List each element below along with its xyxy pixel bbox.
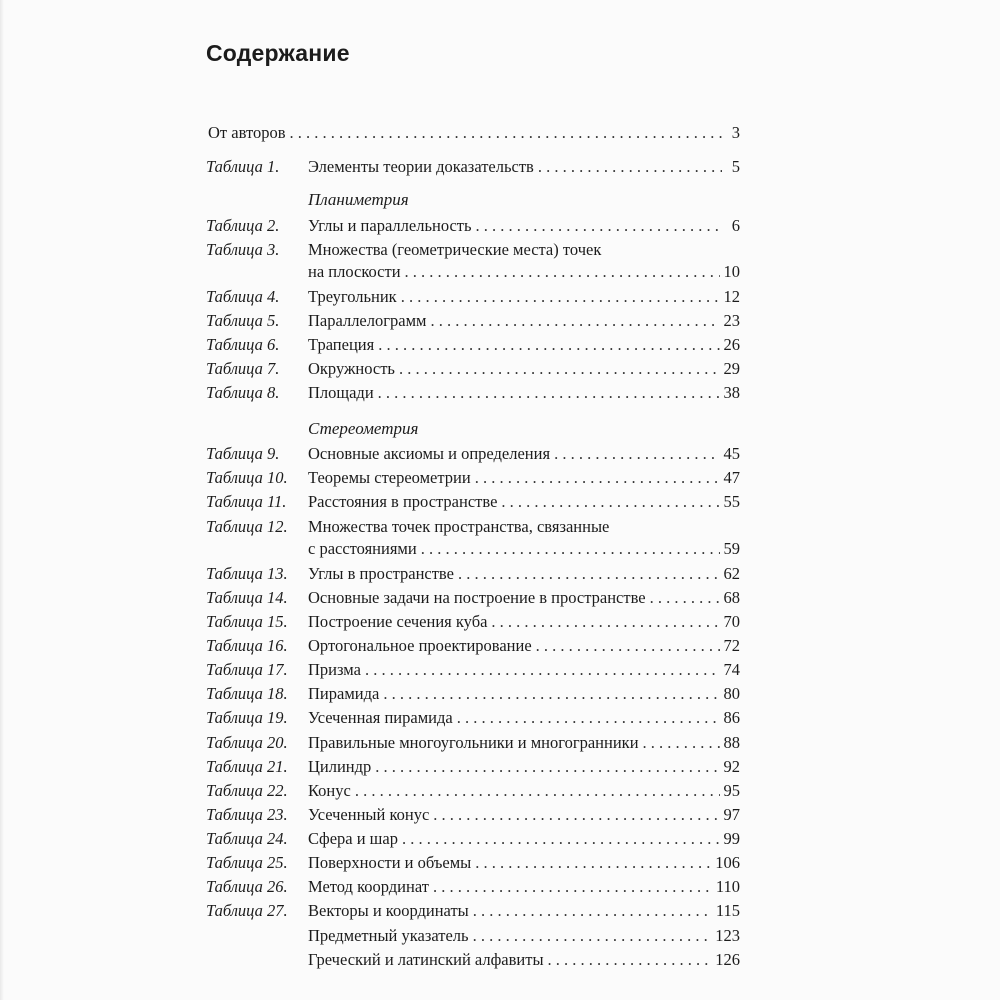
dot-leader [643, 733, 720, 753]
toc-entry-line-1 [308, 517, 740, 537]
toc-entry-table-10[interactable] [200, 468, 740, 490]
toc-entry-line [308, 733, 740, 753]
toc-table-label: Таблица 14. [206, 588, 288, 607]
dot-leader [538, 157, 722, 177]
dot-leader [458, 564, 720, 584]
toc-entry-table-25[interactable] [200, 853, 740, 875]
toc-entry-table-26[interactable] [200, 877, 740, 899]
dot-leader [430, 311, 719, 331]
toc-entry-line [308, 829, 740, 849]
toc-entry-table-1[interactable] [200, 157, 740, 179]
toc-entry-table-23[interactable] [200, 805, 740, 827]
toc-entry-title: Призма [308, 660, 361, 679]
toc-table-label: Таблица 22. [206, 781, 288, 800]
toc-entry-line [308, 901, 740, 921]
page-edge-shadow [0, 0, 4, 1000]
toc-page-number: 126 [715, 950, 740, 969]
toc-page-number: 74 [723, 660, 740, 679]
toc-page-number: 106 [715, 853, 740, 872]
toc-entry-line [308, 287, 740, 307]
toc-page-number: 80 [723, 684, 740, 703]
toc-entry-table-24[interactable] [200, 829, 740, 851]
toc-entry-title: Теоремы стереометрии [308, 468, 471, 487]
toc-entry-line [308, 926, 740, 946]
toc-page-number: 95 [723, 781, 740, 800]
toc-page-number: 5 [731, 157, 740, 176]
toc-page-number: 86 [723, 708, 740, 727]
toc-entry-line [308, 781, 740, 801]
dot-leader [433, 877, 712, 897]
toc-entry-title: Трапеция [308, 335, 375, 354]
toc-entry-table-6[interactable] [200, 335, 740, 357]
dot-leader [650, 588, 720, 608]
dot-leader [491, 612, 719, 632]
toc-entry-table-20[interactable] [200, 733, 740, 755]
toc-page-number: 70 [723, 612, 740, 631]
toc-page-number: 62 [723, 564, 740, 583]
toc-table-label: Таблица 10. [206, 468, 288, 487]
section-heading-stereometry: Стереометрия [308, 419, 419, 438]
toc-entry-line [308, 157, 740, 177]
section-heading-planimetry: Планиметрия [308, 190, 409, 209]
toc-table-label: Таблица 17. [206, 660, 288, 679]
toc-table-label: Таблица 24. [206, 829, 288, 848]
toc-entry-title-line-1: Множества (геометрические места) точек [308, 240, 602, 259]
dot-leader [457, 708, 720, 728]
toc-table-label: Таблица 21. [206, 757, 288, 776]
dot-leader [365, 660, 720, 680]
toc-page-number: 115 [715, 901, 740, 920]
dot-leader [536, 636, 720, 656]
toc-entry-title: на плоскости [308, 262, 401, 281]
dot-leader [476, 216, 722, 236]
toc-page-number: 123 [715, 926, 740, 945]
dot-leader [475, 853, 711, 873]
toc-entry-title-line-1: Множества точек пространства, связанные [308, 517, 610, 536]
toc-table-label: Таблица 15. [206, 612, 288, 631]
toc-entry-from-authors[interactable] [200, 123, 740, 145]
toc-entry-line [208, 123, 740, 143]
toc-table-label: Таблица 11. [206, 492, 287, 511]
toc-entry-line [308, 216, 740, 236]
toc-page-number: 29 [723, 359, 740, 378]
toc-table-label: Таблица 4. [206, 287, 280, 306]
toc-page-number: 23 [723, 311, 740, 330]
toc-page-number: 110 [715, 877, 740, 896]
toc-entry-line [308, 359, 740, 379]
toc-entry-title: Поверхности и объемы [308, 853, 472, 872]
dot-leader [421, 539, 720, 559]
toc-entry-title: Основные задачи на построение в пространстве [308, 588, 646, 607]
toc-entry-title: Расстояния в пространстве [308, 492, 498, 511]
toc-table-label: Таблица 3. [206, 240, 280, 259]
toc-entry-table-11[interactable] [200, 492, 740, 514]
toc-entry-title: Предметный указатель [308, 926, 469, 945]
toc-page-number: 88 [723, 733, 740, 752]
toc-page-number: 12 [723, 287, 740, 306]
toc-entry-line [308, 612, 740, 632]
toc-entry-table-4[interactable] [200, 287, 740, 309]
toc-table-label: Таблица 12. [206, 517, 288, 536]
toc-entry-title: с расстояниями [308, 539, 417, 558]
toc-entry-title: Правильные многоугольники и многогранники [308, 733, 639, 752]
toc-entry-table-15[interactable] [200, 612, 740, 634]
toc-entry-alphabets[interactable] [200, 950, 740, 972]
toc-entry-line [308, 311, 740, 331]
toc-entry-title: Площади [308, 383, 374, 402]
toc-entry-table-2[interactable] [200, 216, 740, 238]
toc-entry-line [308, 262, 740, 282]
toc-entry-table-5[interactable] [200, 311, 740, 333]
toc-page-number: 38 [723, 383, 740, 402]
toc-entry-table-18[interactable] [200, 684, 740, 706]
toc-entry-table-12-cont[interactable] [200, 539, 740, 561]
toc-page-number: 59 [723, 539, 740, 558]
dot-leader [405, 262, 720, 282]
dot-leader [375, 757, 719, 777]
toc-entry-title: Цилиндр [308, 757, 372, 776]
toc-entry-line [308, 877, 740, 897]
toc-table-label: Таблица 16. [206, 636, 288, 655]
toc-entry-table-21[interactable] [200, 757, 740, 779]
toc-table-label: Таблица 25. [206, 853, 288, 872]
dot-leader [290, 123, 723, 143]
toc-page-number: 55 [723, 492, 740, 511]
toc-entry-title: От авторов [208, 123, 286, 142]
toc-entry-line [308, 660, 740, 680]
toc-entry-line [308, 383, 740, 403]
toc-table-label: Таблица 18. [206, 684, 288, 703]
toc-entry-table-9[interactable] [200, 444, 740, 466]
toc-entry-line [308, 757, 740, 777]
dot-leader [473, 926, 712, 946]
toc-entry-title: Треугольник [308, 287, 397, 306]
toc-entry-table-12[interactable] [200, 517, 740, 539]
toc-entry-line [308, 564, 740, 584]
toc-entry-line [308, 853, 740, 873]
toc-entry-line [308, 335, 740, 355]
dot-leader [378, 335, 719, 355]
toc-entry-title: Векторы и координаты [308, 901, 469, 920]
toc-entry-table-13[interactable] [200, 564, 740, 586]
toc-entry-title: Элементы теории доказательств [308, 157, 534, 176]
toc-page-number: 26 [723, 335, 740, 354]
toc-page-number: 72 [723, 636, 740, 655]
dot-leader [501, 492, 719, 512]
toc-table-label: Таблица 1. [206, 157, 280, 176]
dot-leader [399, 359, 720, 379]
toc-entry-title: Углы и параллельность [308, 216, 472, 235]
toc-table-label: Таблица 9. [206, 444, 280, 463]
page-title: Содержание [206, 40, 350, 66]
toc-entry-table-7[interactable] [200, 359, 740, 381]
toc-page-number: 92 [723, 757, 740, 776]
toc-page-number: 45 [723, 444, 740, 463]
toc-entry-line [308, 588, 740, 608]
toc-page-number: 10 [723, 262, 740, 281]
dot-leader [554, 444, 719, 464]
toc-entry-line [308, 950, 740, 970]
dot-leader [401, 287, 720, 307]
toc-entry-line [308, 444, 740, 464]
dot-leader [473, 901, 712, 921]
toc-table-label: Таблица 5. [206, 311, 280, 330]
toc-table-label: Таблица 7. [206, 359, 280, 378]
toc-entry-title: Усеченный конус [308, 805, 430, 824]
toc-entry-title: Построение сечения куба [308, 612, 488, 631]
toc-entry-line [308, 805, 740, 825]
toc-entry-line [308, 468, 740, 488]
toc-entry-title: Пирамида [308, 684, 380, 703]
toc-entry-table-3-cont[interactable] [200, 262, 740, 284]
toc-page-number: 97 [723, 805, 740, 824]
toc-page-number: 47 [723, 468, 740, 487]
toc-entry-line [308, 708, 740, 728]
toc-entry-table-8[interactable] [200, 383, 740, 405]
dot-leader [402, 829, 720, 849]
toc-table-label: Таблица 23. [206, 805, 288, 824]
toc-table-label: Таблица 2. [206, 216, 280, 235]
toc-entry-table-3[interactable] [200, 240, 740, 262]
toc-entry-title: Основные аксиомы и определения [308, 444, 551, 463]
toc-table-label: Таблица 8. [206, 383, 280, 402]
toc-entry-subject-index[interactable] [200, 926, 740, 948]
dot-leader [355, 781, 720, 801]
toc-entry-title: Сфера и шар [308, 829, 398, 848]
toc-entry-table-22[interactable] [200, 781, 740, 803]
toc-table-label: Таблица 27. [206, 901, 288, 920]
toc-entry-table-16[interactable] [200, 636, 740, 658]
toc-entry-title: Углы в пространстве [308, 564, 454, 583]
toc-table-label: Таблица 26. [206, 877, 288, 896]
toc-entry-table-27[interactable] [200, 901, 740, 923]
toc-page-number: 6 [731, 216, 740, 235]
toc-entry-table-17[interactable] [200, 660, 740, 682]
dot-leader [383, 684, 719, 704]
toc-entry-title: Конус [308, 781, 351, 800]
dot-leader [548, 950, 712, 970]
toc-entry-line [308, 539, 740, 559]
dot-leader [378, 383, 720, 403]
toc-page-number: 3 [731, 123, 740, 142]
toc-table-label: Таблица 6. [206, 335, 280, 354]
dot-leader [475, 468, 720, 488]
dot-leader [433, 805, 719, 825]
toc-entry-line [308, 492, 740, 512]
toc-entry-title: Параллелограмм [308, 311, 427, 330]
toc-entry-line-1 [308, 240, 740, 260]
toc-entry-line [308, 684, 740, 704]
toc-entry-title: Греческий и латинский алфавиты [308, 950, 544, 969]
toc-entry-title: Метод координат [308, 877, 429, 896]
toc-entry-title: Окружность [308, 359, 395, 378]
toc-entry-table-14[interactable] [200, 588, 740, 610]
toc-page-number: 68 [723, 588, 740, 607]
toc-entry-line [308, 636, 740, 656]
toc-table-label: Таблица 13. [206, 564, 288, 583]
toc-table-label: Таблица 20. [206, 733, 288, 752]
toc-entry-table-19[interactable] [200, 708, 740, 730]
toc-entry-title: Ортогональное проектирование [308, 636, 532, 655]
toc-entry-title: Усеченная пирамида [308, 708, 453, 727]
toc-page-number: 99 [723, 829, 740, 848]
toc-table-label: Таблица 19. [206, 708, 288, 727]
